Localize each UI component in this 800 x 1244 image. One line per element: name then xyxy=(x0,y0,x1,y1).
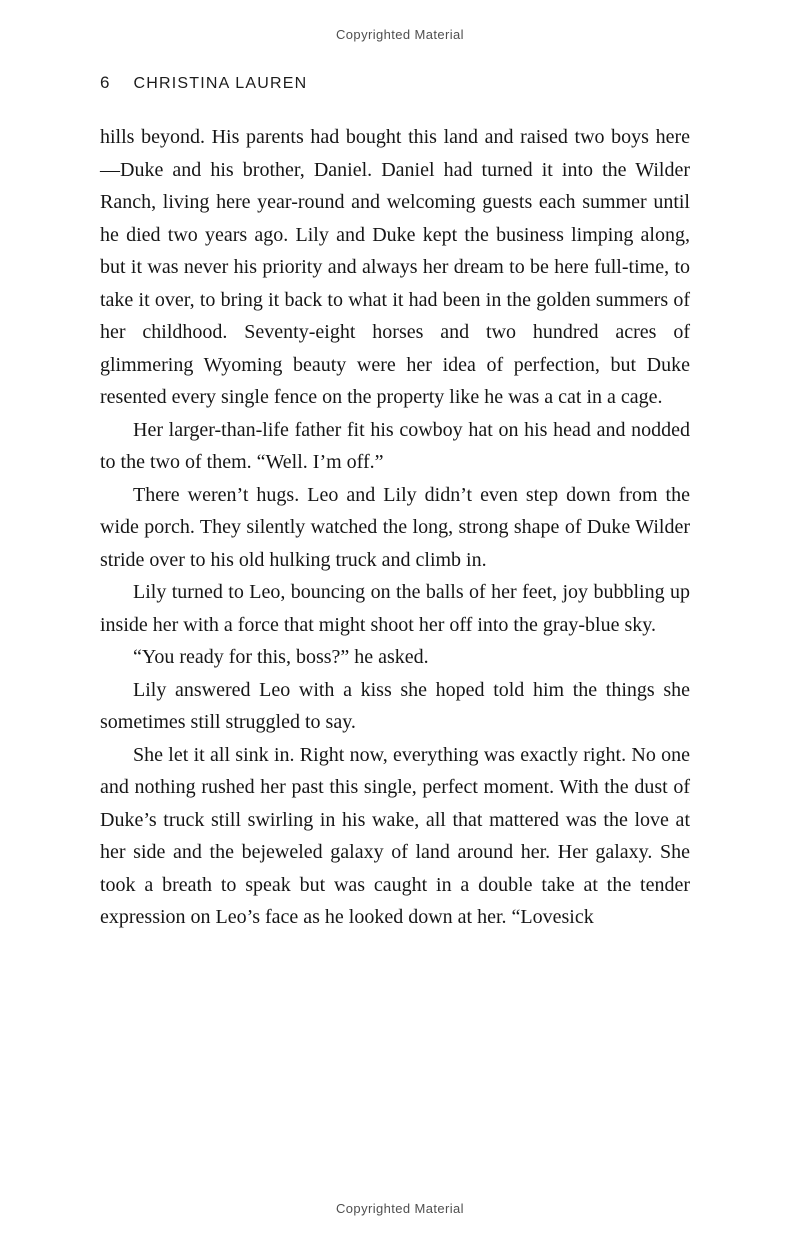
copyright-notice-top: Copyrighted Material xyxy=(336,27,464,42)
page-header xyxy=(100,73,690,93)
paragraph: “You ready for this, boss?” he asked. xyxy=(133,646,429,668)
copyright-notice-bottom: Copyrighted Material xyxy=(336,1201,464,1216)
paragraph: She let it all sink in. Right now, everything was exactly right. No one and nothing rushed her past this single, perfect moment. With the dust of Duke’s truck still swirling in his wake, all that mattered was the love at her side and the bejeweled galaxy of land around her. Her galaxy. She took a breath to speak but was caught in a double take at the tender expression on Leo’s face as he looked down at her. “Lovesick xyxy=(100,743,690,928)
page-number: 6 xyxy=(100,73,110,92)
paragraph: Her larger-than-life father fit his cowboy hat on his head and nodded to the two of them. “Well. I’m off.” xyxy=(100,418,690,473)
paragraph: Lily turned to Leo, bouncing on the balls of her feet, joy bubbling up inside her with a force that might shoot her off into the gray-blue sky. xyxy=(100,581,690,636)
running-title: CHRISTINA LAUREN xyxy=(133,75,308,92)
body-text xyxy=(100,121,690,934)
paragraph: There weren’t hugs. Leo and Lily didn’t even step down from the wide porch. They silently watched the long, strong shape of Duke Wilder stride over to his old hulking truck and climb in. xyxy=(100,483,690,571)
paragraph: hills beyond. His parents had bought this land and raised two boys here—Duke and his brother, Daniel. Daniel had turned it into the Wilder Ranch, living here year-round and welcoming guests each summer until he died two years ago. Lily and Duke kept the business limping along, but it was never his priority and always her dream to be here full-time, to take it over, to bring it back to what it had been in the golden summers of her childhood. Seventy-eight horses and two hundred acres of glimmering Wyoming beauty were her idea of perfection, but Duke resented every single fence on the property like he was a cat in a cage. xyxy=(100,126,690,408)
paragraph: Lily answered Leo with a kiss she hoped told him the things she sometimes still struggled to say. xyxy=(100,678,690,733)
